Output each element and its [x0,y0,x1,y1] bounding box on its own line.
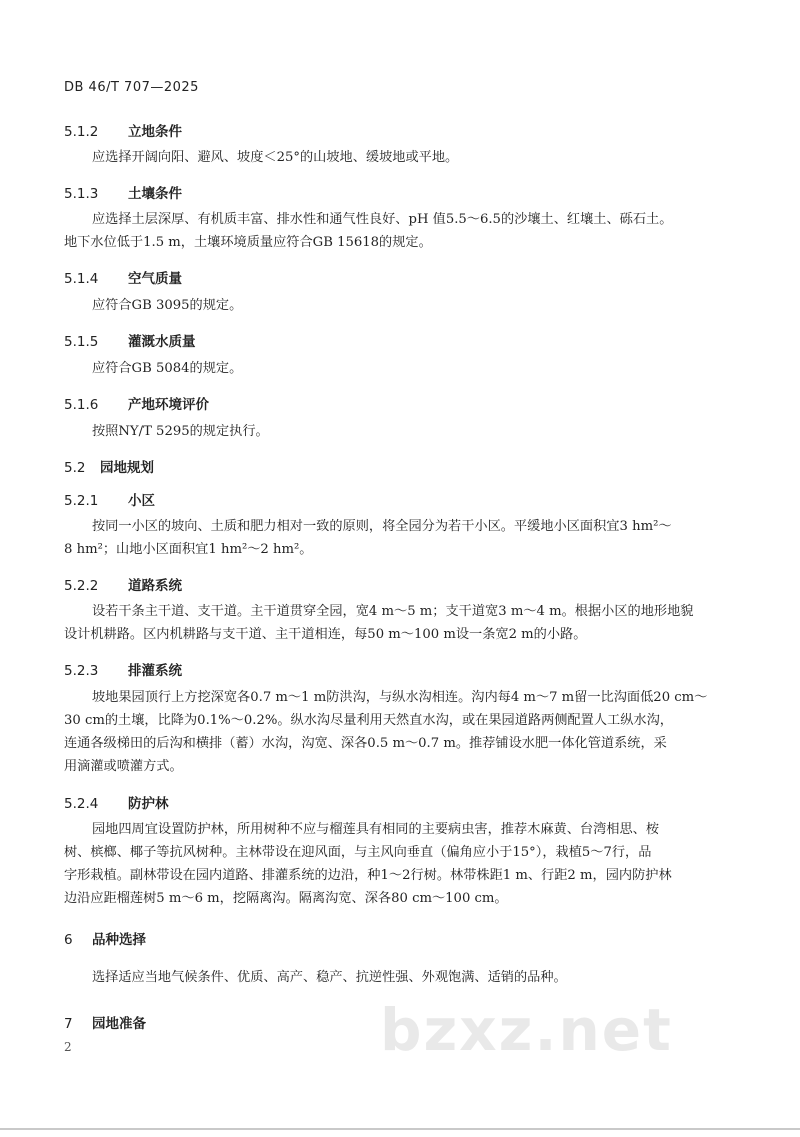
section-number: 5.2.1 [64,493,99,509]
paragraph-6 [92,966,704,989]
paragraph-line: 坡地果园顶行上方挖深宽各0.7 m～1 m防洪沟，与纵水沟相连。沟内每4 m～7 m留一比沟面低20 cm～ [92,690,708,705]
section-title: 灌溉水质量 [128,334,196,350]
section-title: 道路系统 [128,578,182,594]
page-bottom-rule [0,1128,800,1130]
section-number: 6 [64,932,73,948]
watermark: bzxz.net [380,996,673,1064]
heading-5-1-2 [64,120,182,140]
paragraph-line: 应选择土层深厚、有机质丰富、排水性和通气性良好、pH 值5.5～6.5的沙壤土、红壤土、砾石土。 [92,212,673,227]
paragraph-line: 按同一小区的坡向、土质和肥力相对一致的原则，将全园分为若干小区。平缓地小区面积宜3 hm²～ [92,519,672,534]
heading-5-1-4 [64,267,182,287]
paragraph-5-1-5 [92,357,704,380]
section-title: 土壤条件 [128,186,182,202]
section-number: 5.1.2 [64,124,99,140]
paragraph-line: 应选择开阔向阳、避风、坡度＜25°的山坡地、缓坡地或平地。 [92,150,459,165]
paragraph-line: 按照NY/T 5295的规定执行。 [92,424,269,439]
paragraph-line: 设若干条主干道、支干道。主干道贯穿全园，宽4 m～5 m；支干道宽3 m～4 m。根据小区的地形地貌 [92,604,694,619]
paragraph-5-1-2 [92,146,704,169]
paragraph-line: 8 hm²；山地小区面积宜1 hm²～2 hm²。 [64,542,313,557]
paragraph-5-1-4 [92,294,704,317]
section-number: 5.2.4 [64,796,99,812]
section-number: 5.2.3 [64,663,99,679]
heading-5-2-3 [64,659,182,679]
section-title: 防护林 [128,796,169,812]
document-code: DB 46/T 707—2025 [64,80,199,95]
heading-6 [64,928,146,948]
paragraph-5-2-4 [64,818,704,910]
paragraph-line: 用滴灌或喷灌方式。 [64,759,183,774]
paragraph-5-2-1 [64,515,704,561]
section-number: 5.2.2 [64,578,99,594]
section-number: 5.1.6 [64,397,99,413]
paragraph-line: 30 cm的土壤，比降为0.1%～0.2%。纵水沟尽量利用天然直水沟，或在果园道路两侧配置人工纵水沟， [64,713,673,728]
paragraph-5-1-3 [64,208,704,254]
paragraph-line: 树、槟榔、椰子等抗风树种。主林带设在迎风面，与主风向垂直（偏角应小于15°），栽植5～7行，品 [64,845,652,860]
paragraph-line: 连通各级梯田的后沟和横排（蓄）水沟，沟宽、深各0.5 m～0.7 m。推荐铺设水肥一体化管道系统，采 [64,736,667,751]
heading-5-1-6 [64,393,209,413]
paragraph-line: 应符合GB 3095的规定。 [92,298,243,313]
paragraph-line: 字形栽植。副林带设在园内道路、排灌系统的边沿，种1～2行树。林带株距1 m、行距2 m，园内防护林 [64,868,672,883]
heading-5-2-2 [64,574,182,594]
section-title: 立地条件 [128,124,182,140]
section-title: 产地环境评价 [128,397,209,413]
paragraph-line: 设计机耕路。区内机耕路与支干道、主干道相连，每50 m～100 m设一条宽2 m的小路。 [64,627,587,642]
heading-7 [64,1012,146,1032]
section-number: 5.1.5 [64,334,99,350]
section-number: 5.1.3 [64,186,99,202]
heading-5-2-1 [64,489,155,509]
section-title: 园地规划 [100,460,154,476]
heading-5-1-3 [64,182,182,202]
paragraph-5-2-3 [64,686,708,778]
section-title: 品种选择 [92,932,146,948]
section-title: 空气质量 [128,271,182,287]
page-number: 2 [64,1040,72,1054]
paragraph-5-2-2 [64,600,704,646]
section-number: 5.1.4 [64,271,99,287]
paragraph-5-1-6 [92,420,704,443]
heading-5-1-5 [64,330,196,350]
section-title: 园地准备 [92,1016,146,1032]
section-number: 7 [64,1016,73,1032]
heading-5-2 [64,456,154,476]
section-title: 排灌系统 [128,663,182,679]
section-title: 小区 [128,493,155,509]
paragraph-line: 选择适应当地气候条件、优质、高产、稳产、抗逆性强、外观饱满、适销的品种。 [92,970,567,985]
heading-5-2-4 [64,792,169,812]
section-number: 5.2 [64,460,86,476]
paragraph-line: 边沿应距榴莲树5 m～6 m，挖隔离沟。隔离沟宽、深各80 cm～100 cm。 [64,891,508,906]
paragraph-line: 地下水位低于1.5 m，土壤环境质量应符合GB 15618的规定。 [64,235,432,250]
paragraph-line: 园地四周宜设置防护林，所用树种不应与榴莲具有相同的主要病虫害，推荐木麻黄、台湾相思、桉 [92,822,660,837]
paragraph-line: 应符合GB 5084的规定。 [92,361,243,376]
